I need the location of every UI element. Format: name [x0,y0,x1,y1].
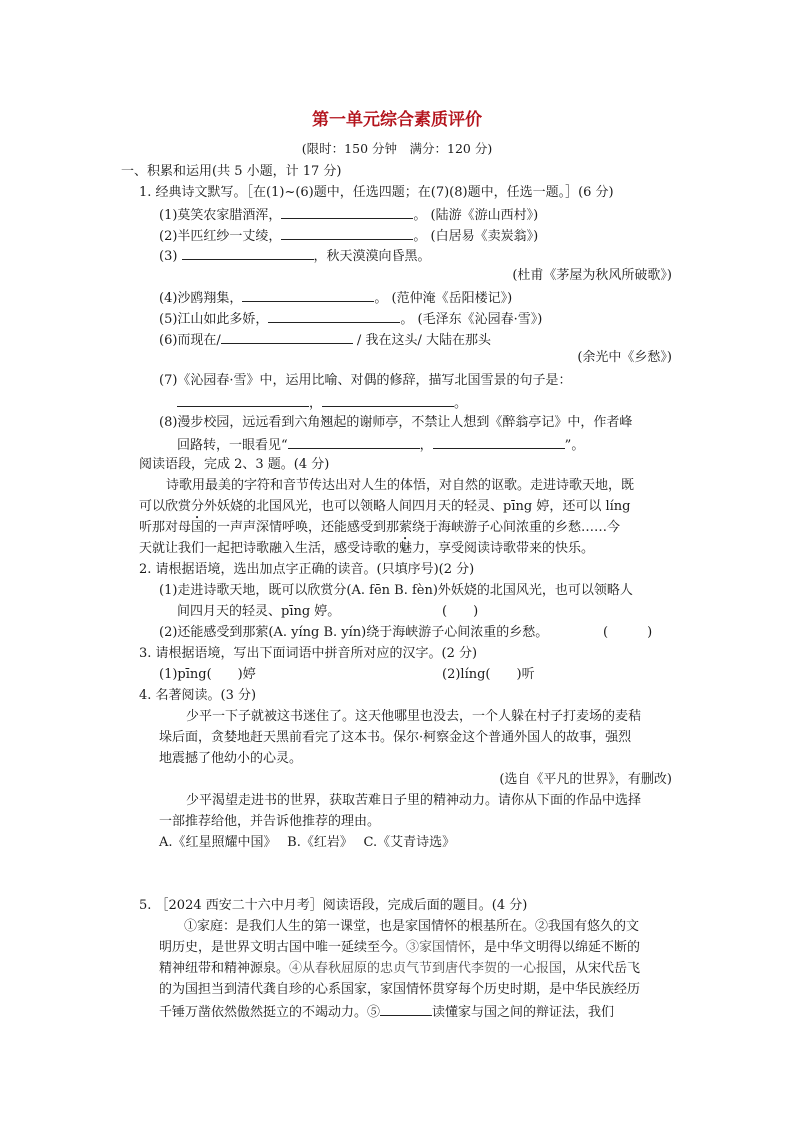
q5-line-2 [159,940,640,956]
q1-item-2 [159,227,538,245]
answer-blank[interactable] [221,331,353,344]
answer-blank[interactable] [288,436,420,449]
q1-item-6-post: / 我在这头/ 大陆在那头 [352,333,491,348]
passage-text: 听那对母国的一声声深情呼唤，还能感受到那 [139,520,400,535]
q4-excerpt-2: 垛后面，贪婪地赶天黑前看完了这本书。保尔·柯察金这个普通外国人的故事，强烈 [159,730,632,745]
q5-highlight: ④从春秋屈原的忠贞气节到唐代李贺的一心报国 [289,961,563,976]
q5-text: 明历史，是世界文明古国中唯一延续至今。 [159,940,407,955]
q1-item-3-post: ，秋天漠漠向昏黑。 [313,249,431,264]
passage-text: 可以欣赏 [139,499,192,514]
passage-line-4: 天就让我们一起把诗歌融入生活，感受诗歌的魅力，享受阅读诗歌带来的快乐。 [139,541,595,556]
q5-line-3 [159,961,640,977]
q2-item-2-answer[interactable]: ( ) [603,625,653,640]
q5-text: 读懂家与国之间的辩证法，我们 [432,1005,615,1020]
q1-item-1 [159,206,538,224]
q2-item-2: (2)还能感受到那萦(A. yíng B. yín)绕于海峡游子心间浓重的乡愁。 [159,625,549,640]
answer-blank[interactable] [380,1003,432,1016]
q3-stem: 3. 请根据语境，写出下面词语中拼音所对应的汉字。(2 分) [139,646,478,661]
q5-line-5 [159,1003,614,1021]
q1-item-5-pre: (5)江山如此多娇， [159,312,269,327]
q5-text: ，是中华文明得以绵延不断的 [471,940,641,955]
answer-blank[interactable] [281,227,413,240]
q5-stem: 5. ［2024 西安二十六中月考］阅读语段，完成后面的题目。(4 分) [139,898,528,913]
q2-stem: 2. 请根据语境，选出加点字正确的读音。(只填序号)(2 分) [139,562,475,577]
passage-line-1: 诗歌用最美的字符和音节传达出对人生的体悟，对自然的讴歌。走进诗歌天地，既 [166,478,635,493]
q5-line-1: ①家庭：是我们人生的第一课堂，也是家国情怀的根基所在。②我国有悠久的文 [184,919,640,934]
answer-blank[interactable] [433,436,565,449]
q4-source: (选自《平凡的世界》，有删改) [499,772,672,787]
q5-highlight: ③家国情怀 [406,940,472,955]
answer-blank[interactable] [268,310,400,323]
q1-item-8-pre: 回路转，一眼看见“ [177,438,288,453]
q4-stem: 4. 名著阅读。(3 分) [139,688,257,703]
q5-text: ，从宋代岳飞 [562,961,641,976]
q1-stem: 1. 经典诗文默写。［在(1)~(6)题中，任选四题；在(7)(8)题中，任选一题。］(6 分) [139,185,614,200]
dotted-char: 萦 [399,520,413,535]
page-title: 第一单元综合素质评价 [312,110,482,130]
q1-item-4-post: 。 (范仲淹《岳阳楼记》) [374,291,513,306]
passage-text: 绕于海峡游子心间浓重的乡愁……今 [412,520,621,535]
q1-item-2-post: 。 (白居易《卖炭翁》) [413,229,539,244]
q1-item-4 [159,289,512,307]
exam-info: (限时：150 分钟 满分：120 分) [301,141,493,156]
q4-excerpt-3: 地震撼了他幼小的心灵。 [159,751,303,766]
q1-item-6-pre: (6)而现在/ [159,333,221,348]
q2-item-1: (1)走进诗歌天地，既可以欣赏分(A. fēn B. fèn)外妖娆的北国风光，也可以领略人 [159,583,633,598]
q1-item-7-sep: ， [309,396,323,411]
q1-item-8: (8)漫步校园，远远看到六角翘起的谢师亭，不禁让人想到《醉翁亭记》中，作者峰 [159,415,633,430]
q1-item-5-post: 。 (毛泽东《沁园春·雪》) [400,312,543,327]
answer-blank[interactable] [177,394,309,407]
q1-item-3 [159,247,431,265]
q5-line-4: 的为国担当到清代龚自珍的心系国家，家国情怀贯穿每个历史时期，是中华民族经历 [159,982,641,997]
q1-item-6 [159,331,491,349]
q1-item-4-pre: (4)沙鸥翔集， [159,291,243,306]
q1-item-8-answer [177,436,584,454]
q1-item-7-answer [177,394,467,412]
q3-item-2[interactable]: (2)líng( )听 [442,667,535,682]
q5-text: 千锤万凿依然傲然挺立的不竭动力。⑤ [159,1005,381,1020]
q4-task-1: 少平渴望走进书的世界，获取苦难日子里的精神动力。请你从下面的作品中选择 [186,793,642,808]
q1-item-5 [159,310,542,328]
q2-item-1-answer[interactable]: ( ) [442,604,479,619]
q1-item-1-pre: (1)莫笑农家腊酒浑， [159,208,282,223]
q1-item-7: (7)《沁园春·雪》中，运用比喻、对偶的修辞，描写北国雪景的句子是： [159,373,572,388]
answer-blank[interactable] [322,394,454,407]
q4-excerpt-1: 少平一下子就被这书迷住了。这天他哪里也没去，一个人躲在村子打麦场的麦秸 [186,709,642,724]
answer-blank[interactable] [281,206,413,219]
q1-item-7-end: 。 [454,396,468,411]
q4-task-2: 一部推荐给他，并告诉他推荐的理由。 [159,814,381,829]
q1-item-8-sep: ， [419,438,433,453]
q1-item-6-source: (余光中《乡愁》) [577,350,672,365]
q5-text: 精神纽带和精神源泉。 [159,961,290,976]
passage-line-3 [139,520,620,543]
q1-item-3-pre: (3) [159,249,182,264]
section-heading: 一、积累和运用(共 5 小题，计 17 分) [121,164,342,179]
q4-options: A.《红星照耀中国》 B.《红岩》 C.《艾青诗选》 [159,835,456,850]
q3-item-1[interactable]: (1)pīng( )婷 [159,667,256,682]
answer-blank[interactable] [242,289,374,302]
q1-item-3-source: (杜甫《茅屋为秋风所破歌》) [512,268,672,283]
q2-item-1-cont: 间四月天的轻灵、pīng 婷。 [177,604,341,619]
answer-blank[interactable] [182,247,314,260]
q1-item-1-post: 。 (陆游《游山西村》) [413,208,539,223]
dotted-char: 分 [191,499,205,514]
passage-line-2 [139,499,630,522]
passage-text: 外妖娆的北国风光，也可以领略人间四月天的轻灵、pīng 婷，还可以 líng [204,499,631,514]
q1-item-2-pre: (2)半匹红纱一丈绫， [159,229,282,244]
reading-intro: 阅读语段，完成 2、3 题。(4 分) [139,457,330,472]
q1-item-8-end: ”。 [564,438,585,453]
